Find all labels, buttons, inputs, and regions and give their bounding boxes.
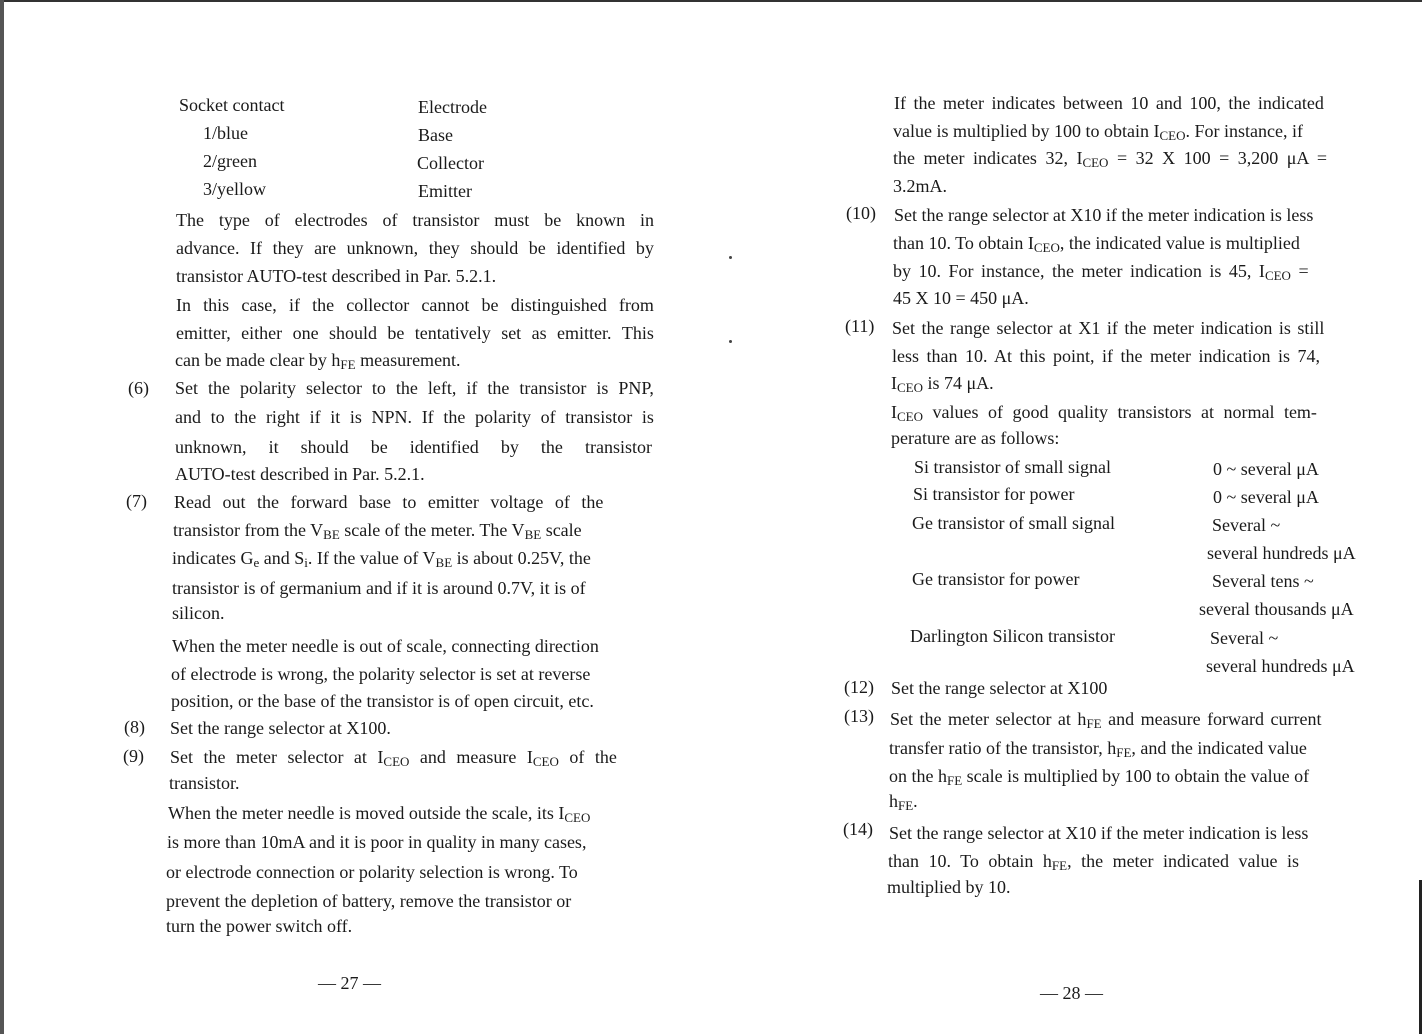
item13-line: transfer ratio of the transistor, $h_{FE}$, and the indicated value (889, 738, 1307, 760)
iceo-type: Si transistor of small signal (914, 457, 1111, 477)
item7-line: indicates $G_e$ and $S_i$. If the value of $V_{BE}$ is about 0.25V, the (172, 548, 591, 570)
item9-line: Set the meter selector at $I_{CEO}$ and measure $I_{CEO}$ of the (170, 747, 617, 769)
intro-line: transistor AUTO-test described in Par. 5.2.1. (176, 266, 497, 286)
iceo-type: Ge transistor for power (912, 569, 1080, 589)
item-number: (8) (124, 717, 145, 737)
item13-line: on the $h_{FE}$ scale is multiplied by 100 to obtain the value of (889, 766, 1310, 788)
item10-line: than 10. To obtain $I_{CEO}$, the indicated value is multiplied (893, 233, 1300, 255)
item7-line: transistor from the $V_{BE}$ scale of the meter. The $V_{BE}$ scale (173, 520, 582, 542)
item11-p2-line: perature are as follows: (891, 428, 1060, 448)
socket-row-contact: 1/blue (203, 123, 248, 143)
iceo-value-cont: several hundreds μA (1206, 656, 1355, 676)
para-line: the meter indicates 32, $I_{CEO} = 32$ X 100 = 3,200 μA = (893, 148, 1328, 170)
item-number: (14) (843, 819, 873, 839)
iceo-type: Si transistor for power (913, 484, 1075, 504)
item11-line: $I_{CEO}$ is 74 μA. (891, 373, 994, 395)
iceo-value: 0 ~ several μA (1213, 487, 1319, 507)
iceo-value: 0 ~ several μA (1213, 459, 1319, 479)
socket-row-electrode: Emitter (418, 181, 472, 201)
item10-line: by 10. For instance, the meter indication is 45, $I_{CEO}$ = (893, 261, 1309, 283)
item6-line: and to the right if it is NPN. If the polarity of transistor is (175, 407, 654, 427)
item6-line: AUTO-test described in Par. 5.2.1. (175, 464, 425, 484)
page-number: — 27 — (318, 973, 381, 993)
item8-text: Set the range selector at X100. (170, 718, 391, 738)
item7-line: Read out the forward base to emitter voltage of the (174, 492, 604, 512)
iceo-value: Several ~ (1212, 515, 1281, 535)
intro-line: The type of electrodes of transistor must be known in (176, 210, 654, 230)
socket-row-electrode: Collector (417, 153, 484, 173)
socket-row-contact: 3/yellow (203, 179, 266, 199)
intro-line: emitter, either one should be tentatively set as emitter. This (176, 323, 654, 343)
iceo-value-cont: several thousands μA (1199, 599, 1354, 619)
iceo-value: Several ~ (1210, 628, 1279, 648)
para-line: If the meter indicates between 10 and 100, the indicated (894, 93, 1324, 113)
item11-line: Set the range selector at X1 if the meter indication is still (892, 318, 1325, 338)
item9-line: transistor. (169, 773, 240, 793)
item11-line: less than 10. At this point, if the meter indication is 74, (892, 346, 1320, 366)
iceo-type: Darlington Silicon transistor (910, 626, 1115, 646)
item7-p2-line: of electrode is wrong, the polarity selector is set at reverse (171, 664, 591, 684)
item12-text: Set the range selector at X100 (891, 678, 1108, 698)
socket-row-electrode: Base (418, 125, 453, 145)
item10-line: 45 X 10 = 450 μA. (893, 288, 1029, 308)
item7-line: transistor is of germanium and if it is around 0.7V, it is of (172, 578, 586, 598)
item9-p2-line: When the meter needle is moved outside the scale, its $I_{CEO}$ (168, 803, 591, 825)
item11-p2-line: $I_{CEO}$ values of good quality transistors at normal tem- (891, 402, 1317, 424)
iceo-type: Ge transistor of small signal (912, 513, 1115, 533)
intro-line: advance. If they are unknown, they should be identified by (176, 238, 654, 258)
item14-line: than 10. To obtain $h_{FE}$, the meter indicated value is (888, 851, 1299, 873)
socket-header-electrode: Electrode (418, 97, 487, 117)
item14-line: multiplied by 10. (887, 877, 1011, 897)
socket-header-contact: Socket contact (179, 95, 285, 115)
item9-p2-line: is more than 10mA and it is poor in quality in many cases, (167, 832, 587, 852)
item9-p2-line: turn the power switch off. (166, 916, 353, 936)
item-number: (13) (844, 706, 874, 726)
item13-line: $h_{FE}$. (889, 791, 918, 813)
item-number: (6) (128, 378, 149, 398)
item10-line: Set the range selector at X10 if the meter indication is less (894, 205, 1314, 225)
intro-line: can be made clear by $h_{FE}$ measurement. (175, 350, 461, 372)
right-page (711, 0, 1422, 1034)
socket-row-contact: 2/green (203, 151, 257, 171)
item9-p2-line: prevent the depletion of battery, remove the transistor or (166, 891, 572, 911)
item-number: (7) (126, 491, 147, 511)
item7-line: silicon. (172, 603, 225, 623)
item14-line: Set the range selector at X10 if the meter indication is less (889, 823, 1309, 843)
page-number: — 28 — (1040, 983, 1103, 1003)
para-line: value is multiplied by 100 to obtain $I_{CEO}$. For instance, if (893, 121, 1303, 143)
item6-line: unknown, it should be identified by the transistor (175, 437, 652, 457)
item-number: (10) (846, 203, 876, 223)
item9-p2-line: or electrode connection or polarity selection is wrong. To (166, 862, 578, 882)
item-number: (9) (123, 746, 144, 766)
item13-line: Set the meter selector at $h_{FE}$ and measure forward current (890, 709, 1322, 731)
iceo-value: Several tens ~ (1212, 571, 1314, 591)
intro-line: In this case, if the collector cannot be distinguished from (176, 295, 654, 315)
item7-p2-line: position, or the base of the transistor is of open circuit, etc. (171, 691, 594, 711)
item-number: (12) (844, 677, 874, 697)
iceo-value-cont: several hundreds μA (1207, 543, 1356, 563)
para-line: 3.2mA. (893, 176, 947, 196)
item7-p2-line: When the meter needle is out of scale, connecting direction (172, 636, 599, 656)
item-number: (11) (845, 316, 875, 336)
item6-line: Set the polarity selector to the left, if the transistor is PNP, (175, 378, 654, 398)
